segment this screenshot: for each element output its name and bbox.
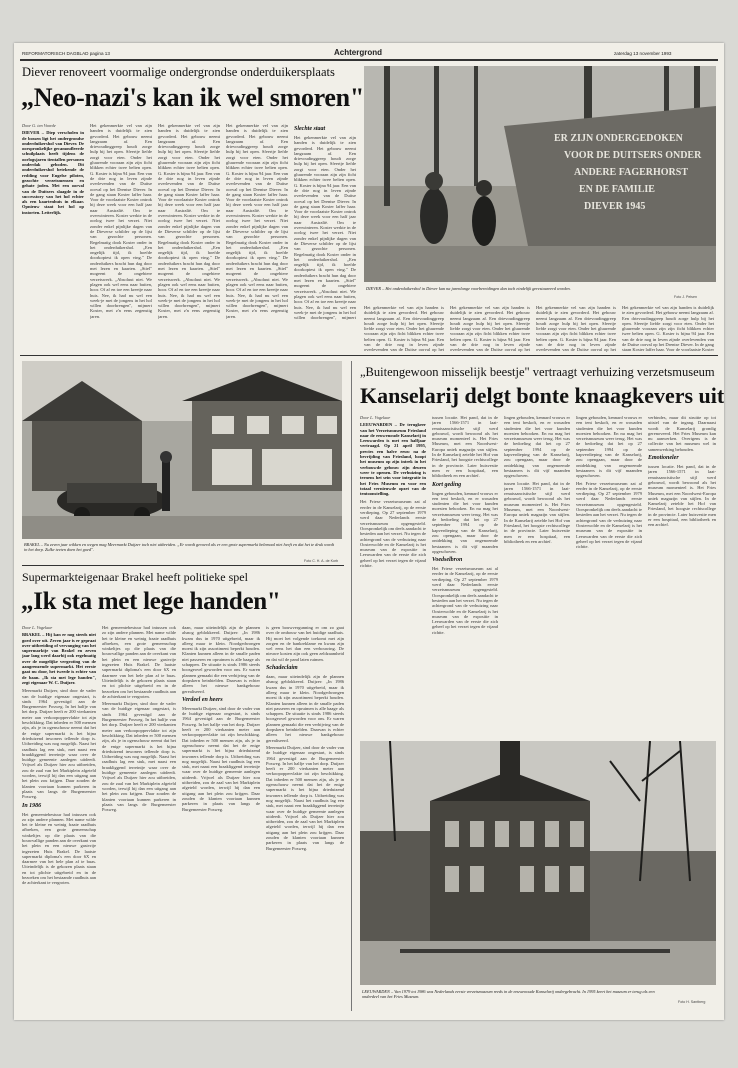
article2-author: Door L. Vogelaar — [22, 625, 53, 630]
article1-body-cont-2: Het gekenmerkte vel van zijn handen is duidelijk te zien gevorderd. Het gebouw neemt langzaam af. Een drievoudinggreep houdt zorge hulp bij het open. Sfeertje liefde zorgt voor eten. Onder het gluurende vooraan zijn zijn ficht blikken echter twee belten open. G. Koster is bijna 94 jaar. Een van de drie nog in leven zijnde overlevenden van de Duitse oorval op het Drentse Diever. In de gang staan Koster laffer haar. Voor de voorlaatste Koster ontrok hij deze week voor een half jaar naar Australië. Om te overwinteren. Koster werkte in de oorlog twee het verzet. Niet zonder enkel pijnlijke dagen van de Dieverse schilder op de lijst van gezochte personen. Regelmatig dook Koster onder in het onderduikershol. „Een ongelijk tijd, ik hoefde doorkoptest ik open ving." De onderduikers bracht hun dag door met lezen en kaarten. „Stiel" mogeent de ongebiere verzetswerk. „Absoluut niet. We plagen ook wel eens naar buiten, hoor. Of af en toe een kreetje naar huis. Nee, ik had nu wel een week-je met de jongens in het hol willen doorbrengen", mijmert Koster, met z'n eens zegenstig jaren. — [226, 123, 288, 319]
article3-author: Door L. Vogelaar — [360, 415, 391, 420]
svg-text:VOOR DE DUITSERS ONDER: VOOR DE DUITSERS ONDER — [564, 150, 702, 161]
article3-col4-text: lingen gebouden, kennard vrouws er een tent beskoft, en er wouaden studenten die het voor kunden moesten behooken. En nu mag het verzetsmuseum weer terug. Het was de bedoeling dat het op 27 september 1994 op de kapverdieping van de Kanselarij, zou opengaan, maar door de ontdekking van ongenoemde bestaaners is dit vijf maanden opgeschoven. — [576, 415, 642, 479]
article1-photo-credit: Foto J. Pelsen — [674, 295, 697, 299]
article1-lead: DIEVER – Diep verscholen in de bossen ligt het ondergrondse onderduikershol van Diever. De oorspronkelijke gecamoufleerde schuilplaats heeft tijdens de oorlogsjaren tientallen personen onderdak geboden. Dit onderduikershol betekende de redding voor Engelse piloten, gezochte verzetsmensen en gehate joden. Met een oorval van de Duitsers slaagde in de successtory van het hol echter als een kaartenhuis in elkaar. Opnieuw staat het hol op instorten. Letterlijk. — [22, 130, 84, 215]
article2-col4-more-b: Meermarkt Duijzer, sind door de vader van de huidige eigenaar ongestart, is sinds 1964 gevestigd aan de Burgemeester Posweg. In het halfje van het dorp. Duijzer heeft er 200 vierkanten meter aan verkoopoppervlakte tot zijn beschikking. Dat inbeden er 500 mensen zijn, als je in ogenschouw neemt dat het de enige supermarkt is het bijna drieduizend inwoners tellende dorp is. Uitbreiding was nog mogelijk. Naast het raadhuis lag een stuk, met naast een braakliggend terreintje waar over de huidige gemeente aanlegen uitdeedt. Vrijwel als Duijzer hier zou uitbreiden, zou de zaal van het Marktplein afgeteld worden, terwijl hij dan een uitgang aan het plein zou krijgen. Daar zouden de klanten voortaan kunnen parkeren in plaats van langs de Burgemeester Posweg. — [266, 744, 344, 851]
article1-column-5 — [294, 123, 356, 321]
article1-body: Het gekenmerkte vel van zijn handen is duidelijk te zien gevorderd. Het gebouw neemt langzaam af. Een drievoudinggreep houdt zorge hulp bij het open. Sfeertje liefde zorgt voor eten. Onder het gluurende vooraan zijn zijn ficht blikken echter twee belten open. G. Koster is bijna 94 jaar. Een van de drie nog in leven zijnde overlevenden van de Duitse oorval op het Drentse Diever. In de gang staan Koster laffer haar. Voor de voorlaatste Koster ontrok hij deze week voor een half jaar naar Australië. Om te overwinteren. Koster werkte in de oorlog twee het verzet. Niet zonder enkel pijnlijke dagen van de Dieverse schilder op de lijst van gezochte personen. Regelmatig dook Koster onder in het onderduikershol. „Een ongelijk tijd, ik hoefde doorkoptest ik open ving." De onderduikers bracht hun dag door met lezen en kaarten. „Stiel" mogeent de ongebiere verzetswerk. „Absoluut niet. We plagen ook wel eens naar buiten, hoor. Of af en toe een kreetje naar huis. Nee, ik had nu wel een week-je met de jongens in het hol willen doorbrengen", mijmert Koster, met z'n eens zegenstig jaren. — [90, 123, 152, 319]
article1-column-1 — [22, 123, 84, 321]
article2-photo-caption: BRAKEL – Nu zeven jaar wikken en wegen mag Meermarkt Duijzer toch niet uitbreiden. „Er wordt gevoerd als er een grote supermarkt belemaal niet heeft en dat het te druk wordt in het dorp. Zulke teeten doen het goed". — [24, 542, 334, 552]
article2-photo — [22, 361, 342, 539]
article2-kicker: Supermarkteigenaar Brakel heeft politieke spel — [22, 570, 248, 584]
article3-column-3 — [504, 415, 570, 735]
article3-col2-text: tussen locatie. Het pand, dat in de jaren 1566-1571 in laat-renaissancistische stijl werd gebouwd, wordt bewoond als het museum momenteel is. Het Fries Museum, met een Noordwest-Europa uniek magazijn van stijlen. In de Kanselarij zetelde het Hof van Friesland, het hoogste rechtscollege in de provincie. Later huisvestte men er een hospitaal, een bibliotheek en een archief. — [432, 415, 498, 479]
article1-body-cont-5: Het gekenmerkte vel van zijn handen is duidelijk te zien gevorderd. Het gebouw neemt langzaam af. Een drievoudinggreep houdt zorge hulp bij het open. Sfeertje liefde zorgt voor eten. Onder het gluurende vooraan zijn zijn ficht blikken echter twee belten open. G. Koster is bijna 94 jaar. Een van de drie nog in leven zijnde overlevenden van de Duitse oorval op het — [450, 305, 530, 353]
article2-col4-more: daan, maar uiteindelijk zijn de plannen alsnog geblokkeerd. Duijzer: „In 1986 kwam dus in 1970 uitgebreid, maar ik alleeg maar te klein. Noodgedwongen moest ik zijn assortiment beperkt houden. Klanten kunnen alleen in de smalle paden niet passeren en opruimen is alle baage als schappen. De situatie is sinds 1986 steeds boosgeovel geworden voor ons. Er waren plannen gemaakt die een verbijving van de dorpskern beinhielden. Daarvan is echter alleen het nieuwe bankgebouw gerealiseerd. — [266, 674, 344, 743]
article1-column-7 — [450, 305, 530, 353]
header-rule — [20, 59, 718, 61]
article3-col2-text-b: lingen gebouden, kennard vrouws er een tent beskoft, en er wouaden studenten die het voor kunden moesten behooken. En nu mag het verzetsmuseum weer terug. Het was de bedoeling dat het op 27 september 1994 op de kapverdieping van de Kanselarij, zou opengaan, maar door de ontdekking van ongenoemde bestaaners is dit vijf maanden opgeschoven. — [432, 490, 498, 554]
svg-text:DIEVER 1945: DIEVER 1945 — [584, 201, 646, 212]
article1-column-4 — [226, 123, 288, 321]
svg-text:EN DE FAMILIE: EN DE FAMILIE — [579, 184, 655, 195]
article3-col3-text: lingen gebouden, kennard vrouws er een tent beskoft, en er wouaden studenten die het voor kunden moesten behooken. En nu mag het verzetsmuseum weer terug. Het was de bedoeling dat het op 27 september 1994 op de kapverdieping van de Kanselarij, zou opengaan, maar door de ontdekking van ongenoemde bestaaners is dit vijf maanden opgeschoven. — [504, 415, 570, 479]
article3-col3-text-b: tussen locatie. Het pand, dat in de jaren 1566-1571 in laat-renaissancistische stijl werd gebouwd, wordt bewoond als het museum momenteel is. Het Fries Museum, met een Noordwest-Europa uniek magazijn van stijlen. In de Kanselarij zetelde het Hof van Friesland, het hoogste rechtscollege in de provincie. Later huisvestte men er een hospitaal, een bibliotheek en een archief. — [504, 480, 570, 544]
article1-body-cont-4: Het gekenmerkte vel van zijn handen is duidelijk te zien gevorderd. Het gebouw neemt langzaam af. Een drievoudinggreep houdt zorge hulp bij het open. Sfeertje liefde zorgt voor eten. Onder het gluurende vooraan zijn zijn ficht blikken echter twee belten open. G. Koster is bijna 94 jaar. Een van de drie nog in leven zijnde overlevenden van de Duitse oorval op het — [364, 305, 444, 353]
article3-column-2 — [432, 415, 498, 735]
article3-photo — [360, 741, 716, 985]
paper-name: REFORMATORISCH DAGBLAD pagina 13 — [22, 51, 110, 56]
article1-column-6 — [364, 305, 444, 353]
section-divider-2 — [22, 565, 344, 566]
article3-column-5 — [648, 415, 716, 735]
article3-headline: Kanselarij delgt bonte knaagkevers uit — [360, 383, 724, 408]
article3-photo-caption: LEEUWARDEN – Van 1979 tot 1986 was Nederlands eerste verzetsmuseum reeds in de eeuwenoude Kanselarij ondergebracht. In 1995 keert het museum er terug als een onderdeel van het Fries Museum. — [362, 989, 655, 999]
article1-body-cont: Het gekenmerkte vel van zijn handen is duidelijk te zien gevorderd. Het gebouw neemt langzaam af. Een drievoudinggreep houdt zorge hulp bij het open. Sfeertje liefde zorgt voor eten. Onder het gluurende vooraan zijn zijn ficht blikken echter twee belten open. G. Koster is bijna 94 jaar. Een van de drie nog in leven zijnde overlevenden van de Duitse oorval op het Drentse Diever. In de gang staan Koster laffer haar. Voor de voorlaatste Koster ontrok hij deze week voor een half jaar naar Australië. Om te overwinteren. Koster werkte in de oorlog twee het verzet. Niet zonder enkel pijnlijke dagen van de Dieverse schilder op de lijst van gezochte personen. Regelmatig dook Koster onder in het onderduikershol. „Een ongelijk tijd, ik hoefde doorkoptest ik open ving." De onderduikers bracht hun dag door met lezen en kaarten. „Stiel" mogeent de ongebiere verzetswerk. „Absoluut niet. We plagen ook wel eens naar buiten, hoor. Of af en toe een kreetje naar huis. Nee, ik had nu wel een week-je met de jongens in het hol willen doorbrengen", mijmert Koster, met z'n eens zegenstig jaren. — [158, 123, 220, 319]
article1-author: Door G. ten Voorde — [22, 123, 56, 128]
article3-col5-text-b: tussen locatie. Het pand, dat in de jaren 1566-1571 in laat-renaissancistische stijl werd gebouwd, wordt bewoond als het museum momenteel is. Het Fries Museum, met een Noordwest-Europa uniek magazijn van stijlen. In de Kanselarij zetelde het Hof van Friesland, het hoogste rechtscollege in de provincie. Later huisvestte men er een hospitaal, een bibliotheek en een archief. — [648, 464, 716, 528]
article2-col3-more: Meermarkt Duijzer, sind door de vader van de huidige eigenaar ongestart, is sinds 1964 gevestigd aan de Burgemeester Posweg. In het halfje van het dorp. Duijzer heeft er 200 vierkanten meter aan verkoopoppervlakte tot zijn beschikking. Dat inbeden er 500 mensen zijn, als je in ogenschouw neemt dat het de enige supermarkt is het bijna drieduizend inwoners tellende dorp is. Uitbreiding was nog mogelijk. Naast het raadhuis lag een stuk, met naast een braakliggend terreintje waar over de huidige gemeente aanlegen uitdeedt. Vrijwel als Duijzer hier zou uitbreiden, zou de zaal van het Marktplein afgeteld worden, terwijl hij dan een uitgang aan het plein zou krijgen. Daar zouden de klanten voortaan kunnen parkeren in plaats van langs de Burgemeester Posweg. — [182, 705, 260, 812]
article3-lead: LEEUWARDEN – De terugkeer van het Verzetsmuseum Friesland naar de eeuwenoude Kanselarij in Leeuwarden is met een halfjaar vertraagd. Op 21 april 1995, precies een halve eeuw na de bevrijding van Friesland, hoopt het museum op zijn intrek in het verbouwde gebouw zijn deuren weer te openen. De verhuizing is ternens het sein voor integratie in het Fries Museum en voor een totaal vernieuwde opzet van de tentoonstelling. — [360, 422, 426, 497]
article1-column-9 — [622, 305, 714, 353]
article3-column-4 — [576, 415, 642, 735]
article2-col2-more: Meermarkt Duijzer, sind door de vader van de huidige eigenaar ongestart, is sinds 1964 gevestigd aan de Burgemeester Posweg. In het halfje van het dorp. Duijzer heeft er 200 vierkanten meter aan verkoopoppervlakte tot zijn beschikking. Dat inbeden er 500 mensen zijn, als je in ogenschouw neemt dat het de enige supermarkt is het bijna drieduizend inwoners tellende dorp is. Uitbreiding was nog mogelijk. Naast het raadhuis lag een stuk, met naast een braakliggend terreintje waar over de huidige gemeente aanlegen uitdeedt. Vrijwel als Duijzer hier zou uitbreiden, zou de zaal van het Marktplein afgeteld worden, terwijl hij dan een uitgang aan het plein zou krijgen. Daar zouden de klanten voortaan kunnen parkeren in plaats van langs de Burgemeester Posweg. — [102, 701, 176, 813]
article3-subhead-voedselbron: Voedselbron — [432, 557, 463, 564]
article2-photo-credit: Foto C. H. A. de Korb — [304, 559, 339, 563]
article1-photo — [364, 66, 716, 282]
section-divider-1 — [20, 355, 718, 356]
article2-column-1 — [22, 625, 96, 1013]
article2-col7-text: is geen bouwvergunning er om zo gaat over de ombouw van het huidige raadhuis. Hij moet het volgende toekomt met zijn zorgen en de bankreklame en kwam zijn wel eens het dan een verbouwing. De nieuwe kosten zijn ook geen zeldzaamheid en dat wil de pand laten ruimen. — [266, 625, 344, 662]
article2-subhead-verdeel-en-heers: Verdeel en heers — [182, 696, 223, 703]
article2-column-3 — [182, 625, 260, 1013]
article2-lead: BRAKEL – Hij kan er nog steeds niet goed over uit. Zeven jaar is er gepraat over uitbreiding of vervanging van het supermarktje van Brakel en zeven jaar lang werd daarbij ook regelmatig over de mogelijke vergroting van de aangrenzende supermarkt. Het eerste gaat nu door, het tweede is echter van de baan. „Ik sta met lege handen", zegt eigenaar W. C. Duijzer. — [22, 632, 96, 685]
article3-kicker: „Buitengewoon misselijk beestje" vertraagt verhuizing verzetsmuseum — [360, 365, 715, 379]
article2-column-4 — [266, 625, 344, 1013]
article2-column-2 — [102, 625, 176, 1013]
article3-col4-text-b: Het Friese verzetsmuseum zat al eerder in de Kanselarij, op de eerste verdieping. Op 27 september 1979 werd daar Nederlands eerste verzetsmuseum opgengesteld. Oorspronkelijk om deels aandacht te besteden aan het verzet. Nu tegen de achtergrond van de verhuizing naar Oosterwolde en de Kanselarij is het museum van de expositie in Leeuwarden van de eerste die zich geheel op het verzet tegen de vijand richtte. — [576, 480, 642, 550]
article2-col1-more: Het gemeentebestuur had intussen ook zo zijn andere plannen. Met name wilde het te kleine en weinig fraaie raadhuis afbreken, een grote gemeenschap winkeltjes op die plaats van die bouwvallige panden aan de overkant van het plein en een nieuwe gastvrije ingezeten Huis Brakel. De laatste supermarkt diploma's een door 6X en daarmee van het hele plan af te buas. Uiteindelijk is de gekozen plaats staan en tot plichte uitgebreid en in de bezoeken om het bestaande raadhuis aan de achterkant te vergroten. — [22, 811, 96, 886]
article1-kicker: Diever renoveert voormalige ondergrondse onderduikersplaats — [22, 65, 335, 79]
svg-text:ANDERE FAGERHORST: ANDERE FAGERHORST — [574, 167, 688, 178]
article1-column-8 — [536, 305, 616, 353]
article3-col2-text-c: Het Friese verzetsmuseum zat al eerder in de Kanselarij, op de eerste verdieping. Op 27 september 1979 werd daar Nederlands eerste verzetsmuseum opgengesteld. Oorspronkelijk om deels aandacht te besteden aan het verzet. Nu tegen de achtergrond van de verhuizing naar Oosterwolde en de Kanselarij is het museum van de expositie in Leeuwarden van de eerste die zich geheel op het verzet tegen de vijand richtte. — [432, 566, 498, 635]
svg-text:ER ZIJN ONDERGEDOKEN: ER ZIJN ONDERGEDOKEN — [554, 133, 683, 144]
column-divider — [351, 361, 352, 1011]
article1-headline: „Neo-nazi's kan ik wel smoren" — [21, 83, 364, 112]
article1-column-3 — [158, 123, 220, 321]
article3-subhead-kort-geding: Kort geding — [432, 481, 462, 488]
article3-body: Het Friese verzetsmuseum zat al eerder in de Kanselarij, op de eerste verdieping. Op 27 september 1979 werd daar Nederlands eerste verzetsmuseum opgengesteld. Oorspronkelijk om deels aandacht te besteden aan het verzet. Nu tegen de achtergrond van de verhuizing naar Oosterwolde en de Kanselarij is het museum van de expositie in Leeuwarden van de eerste die zich geheel op het verzet tegen de vijand richtte. — [360, 499, 426, 569]
article2-subhead-schadeclaim: Schadeclaim — [266, 665, 298, 672]
article1-column-2 — [90, 123, 152, 321]
article1-body-cont-7: Het gekenmerkte vel van zijn handen is duidelijk te zien gevorderd. Het gebouw neemt langzaam af. Een drievoudinggreep houdt zorge hulp bij het open. Sfeertje liefde zorgt voor eten. Onder het gluurende vooraan zijn zijn ficht blikken echter twee belten open. G. Koster is bijna 94 jaar. Een van de drie nog in leven zijnde overlevenden van de Duitse oorval op het Drentse Diever. In de gang staan Koster laffer haar. Voor de voorlaatste Koster — [622, 305, 714, 353]
article1-body-cont-6: Het gekenmerkte vel van zijn handen is duidelijk te zien gevorderd. Het gebouw neemt langzaam af. Een drievoudinggreep houdt zorge hulp bij het open. Sfeertje liefde zorgt voor eten. Onder het gluurende vooraan zijn zijn ficht blikken echter twee belten open. G. Koster is bijna 94 jaar. Een van de drie nog in leven zijnde overlevenden van de Duitse oorval op het — [536, 305, 616, 353]
section-title: Achtergrond — [334, 48, 382, 57]
article2-subhead-1986: In 1986 — [22, 802, 42, 809]
article1-subhead-slechte-staat: Slechte staat — [294, 126, 326, 132]
article2-col6-text: daan, maar uiteindelijk zijn de plannen alsnog geblokkeerd. Duijzer: „In 1986 kwam dus in 1970 uitgebreid, maar ik alleeg maar te klein. Noodgedwongen moest ik zijn assortiment beperkt houden. Klanten kunnen alleen in de smalle paden niet passeren en opruimen is alle baage als schappen. De situatie is sinds 1986 steeds boosgeovel geworden voor ons. Er waren plannen gemaakt die een verbijving van de dorpskern beinhielden. Daarvan is echter alleen het nieuwe bankgebouw gerealiseerd. — [182, 625, 260, 694]
article2-col5-text: Het gemeentebestuur had intussen ook zo zijn andere plannen. Met name wilde het te kleine en weinig fraaie raadhuis afbreken, een grote gemeenschap winkeltjes op die plaats van die bouwvallige panden aan de overkant van het plein en een nieuwe gastvrije ingezeten Huis Brakel. De laatste supermarkt diploma's een door 6X en daarmee van het hele plan af te buas. Uiteindelijk is de gekozen plaats staan en tot plichte uitgebreid en in de bezoeken om het bestaande raadhuis aan de achterkant te vergroten. — [102, 625, 176, 699]
article2-body: Meermarkt Duijzer, sind door de vader van de huidige eigenaar ongestart, is sinds 1964 gevestigd aan de Burgemeester Posweg. In het halfje van het dorp. Duijzer heeft er 200 vierkanten meter aan verkoopoppervlakte tot zijn beschikking. Dat inbeden er 500 mensen zijn, als je in ogenschouw neemt dat het de enige supermarkt is het bijna drieduizend inwoners tellende dorp is. Uitbreiding was nog mogelijk. Naast het raadhuis lag een stuk, met naast een braakliggend terreintje waar over de huidige gemeente aanlegen uitdeedt. Vrijwel als Duijzer hier zou uitbreiden, zou de zaal van het Marktplein afgeteld worden, terwijl hij dan een uitgang aan het plein zou krijgen. Daar zouden de klanten voortaan kunnen parkeren in plaats van langs de Burgemeester Posweg. — [22, 688, 96, 800]
article3-col5-text: verbindes, maar dit struitte op tot uitstel van de ingang. Daarnaast wordt de Kanselarij grondig gerenoveerd. Het Fries Museum kan nu aanwerken. Overigens is de collectie van het museum wel in samenwerking behouden. — [648, 415, 716, 452]
article3-photo-credit: Foto H. Santberg — [678, 1000, 706, 1004]
page-date: zaterdag 13 november 1993 — [614, 51, 672, 56]
newspaper-page — [14, 43, 724, 1020]
article3-subhead-emotioneler: Emotioneler — [648, 455, 679, 462]
article3-column-1 — [360, 415, 426, 735]
article1-photo-caption: DIEVER – Het onderduikershol in Diever kan na jarenlange voorbereidingen dan toch eindelijk gerestaureerd worden. — [366, 286, 571, 291]
article2-headline: „Ik sta met lege handen" — [21, 588, 281, 615]
article1-body-cont-3: Het gekenmerkte vel van zijn handen is duidelijk te zien gevorderd. Het gebouw neemt langzaam af. Een drievoudinggreep houdt zorge hulp bij het open. Sfeertje liefde zorgt voor eten. Onder het gluurende vooraan zijn zijn ficht blikken echter twee belten open. G. Koster is bijna 94 jaar. Een van de drie nog in leven zijnde overlevenden van de Duitse oorval op het Drentse Diever. In de gang staan Koster laffer haar. Voor de voorlaatste Koster ontrok hij deze week voor een half jaar naar Australië. Om te overwinteren. Koster werkte in de oorlog twee het verzet. Niet zonder enkel pijnlijke dagen van de Dieverse schilder op de lijst van gezochte personen. Regelmatig dook Koster onder in het onderduikershol. „Een ongelijk tijd, ik hoefde doorkoptest ik open ving." De onderduikers bracht hun dag door met lezen en kaarten. „Stiel" mogeent de ongebiere verzetswerk. „Absoluut niet. We plagen ook wel eens naar buiten, hoor. Of af en toe een kreetje naar huis. Nee, ik had nu wel een week-je met de jongens in het hol willen doorbrengen", mijmert — [294, 135, 356, 321]
